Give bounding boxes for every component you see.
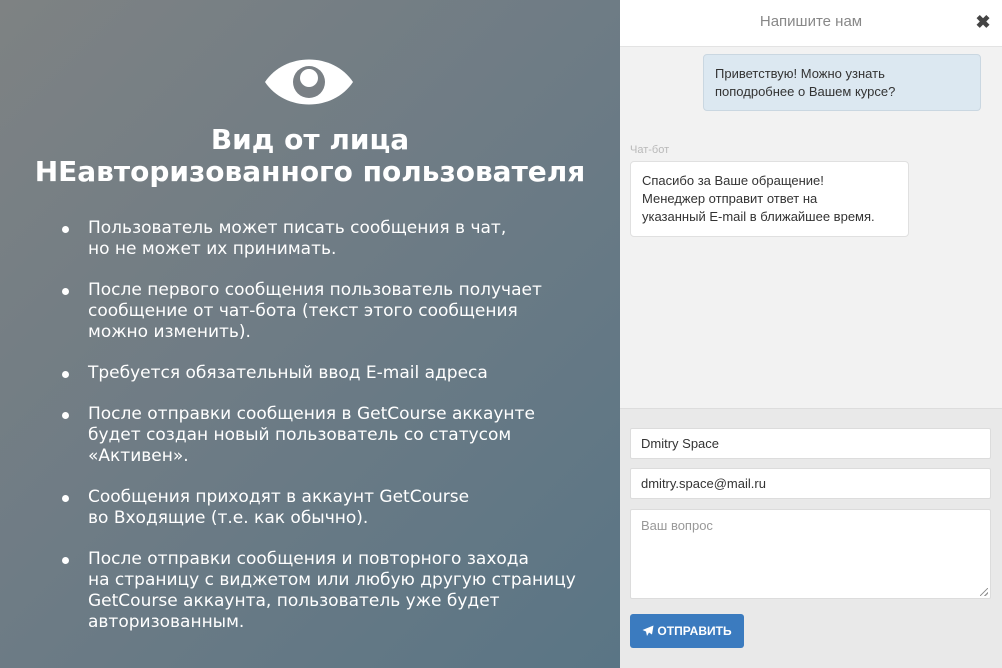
title-line: Вид от лица	[210, 123, 410, 156]
send-button[interactable]	[630, 614, 744, 648]
chat-widget	[620, 0, 1002, 668]
list-item-line: Требуется обязательный ввод E-mail адреса	[88, 363, 488, 383]
bot-message	[630, 161, 909, 237]
widget-title: Напишите нам	[759, 13, 863, 30]
widget-header	[620, 0, 1002, 47]
close-icon[interactable]: ✖	[975, 12, 991, 32]
resize-handle[interactable]	[980, 588, 988, 596]
list-item-line: авторизованным.	[88, 612, 245, 632]
list-item-line: После отправки сообщения и повторного захода	[88, 549, 529, 569]
send-label: ОТПРАВИТЬ	[657, 624, 732, 638]
user-message	[703, 54, 981, 111]
list-item-line: будет создан новый пользователь со статусом	[88, 425, 512, 445]
list-item	[62, 487, 602, 529]
list-item-line: Пользователь может писать сообщения в чат,	[88, 218, 507, 238]
message-line: Приветствую! Можно узнать	[715, 66, 885, 81]
email-field[interactable]: dmitry.space@mail.ru	[630, 468, 991, 499]
message-line: Менеджер отправит ответ на	[642, 191, 818, 206]
list-item	[62, 280, 602, 343]
name-field[interactable]: Dmitry Space	[630, 428, 991, 459]
messages-area[interactable]	[620, 48, 1002, 408]
title-line: НЕавторизованного пользователя	[34, 155, 586, 188]
list-item-line: После первого сообщения пользователь получает	[88, 280, 542, 300]
message-line: Спасибо за Ваше обращение!	[642, 173, 824, 188]
list-item	[62, 404, 602, 467]
list-item-line: «Активен».	[88, 446, 189, 466]
bot-label: Чат-бот	[630, 144, 670, 156]
list-item-line: сообщение от чат-бота (текст этого сообщения	[88, 301, 518, 321]
list-item-line: После отправки сообщения в GetCourse аккаунте	[88, 404, 535, 424]
message-form	[620, 408, 1002, 668]
list-item	[62, 218, 602, 260]
list-item	[62, 363, 602, 384]
info-list	[62, 218, 602, 653]
paper-plane-icon	[642, 625, 654, 637]
list-item-line: Сообщения приходят в аккаунт GetCourse	[88, 487, 470, 507]
eye-icon	[263, 56, 355, 108]
question-placeholder: Ваш вопрос	[641, 518, 713, 533]
message-line: указанный E-mail в ближайшее время.	[642, 209, 875, 224]
list-item-line: GetCourse аккаунта, пользователь уже будет	[88, 591, 500, 611]
page-title	[0, 124, 620, 188]
question-textarea[interactable]	[630, 509, 991, 599]
list-item	[62, 549, 602, 633]
message-line: поподробнее о Вашем курсе?	[715, 84, 896, 99]
list-item-line: можно изменить).	[88, 322, 251, 342]
list-item-line: во Входящие (т.е. как обычно).	[88, 508, 369, 528]
list-item-line: на страницу с виджетом или любую другую страницу	[88, 570, 576, 590]
list-item-line: но не может их принимать.	[88, 239, 337, 259]
